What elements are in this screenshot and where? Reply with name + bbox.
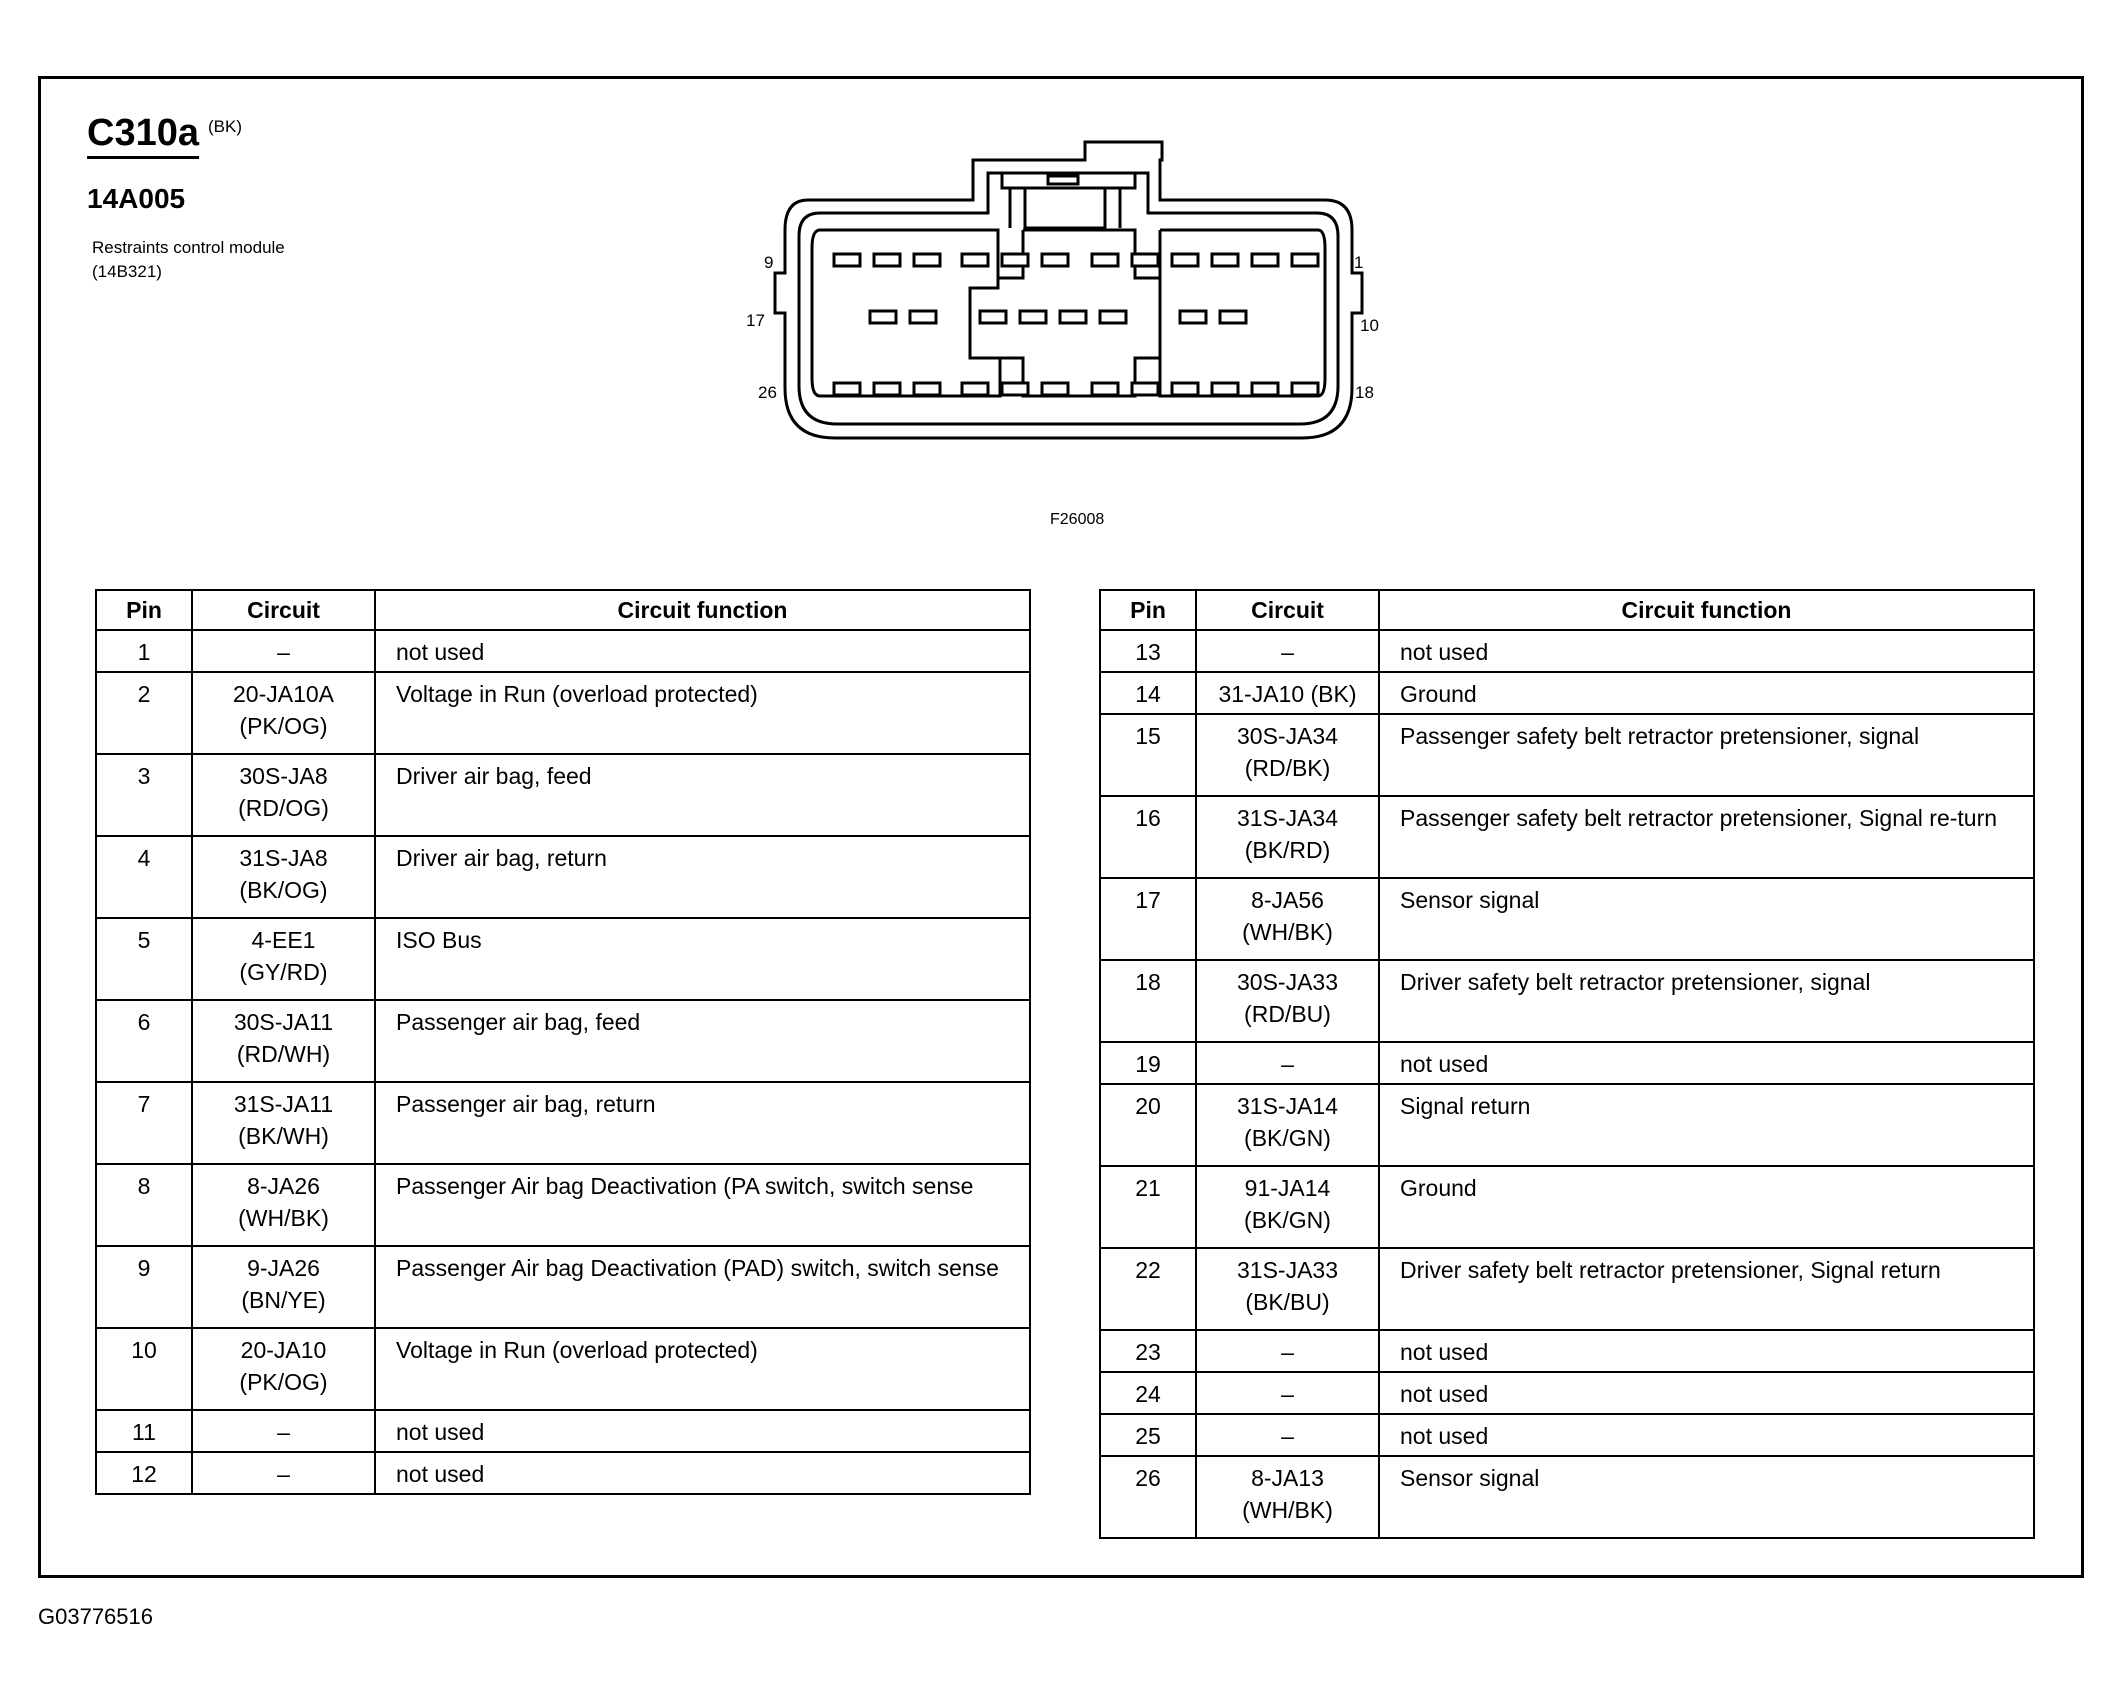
table-row xyxy=(1100,1084,2034,1166)
table-row xyxy=(1100,672,2034,714)
function-cell: not used xyxy=(1379,630,2034,672)
pinout-table-left xyxy=(95,589,1031,1495)
table-header-row xyxy=(96,590,1030,630)
table-row xyxy=(1100,960,2034,1042)
connector-face-drawing xyxy=(740,138,1400,498)
pin-cell: 16 xyxy=(1100,796,1196,878)
column-header-circuit: Circuit xyxy=(1196,590,1379,630)
latch-guide xyxy=(1010,188,1120,228)
function-cell: Driver air bag, feed xyxy=(375,754,1030,836)
function-cell: ISO Bus xyxy=(375,918,1030,1000)
table-row xyxy=(1100,1372,2034,1414)
circuit-cell: 9-JA26 (BN/YE) xyxy=(192,1246,375,1328)
table-row xyxy=(1100,1414,2034,1456)
function-cell: Voltage in Run (overload protected) xyxy=(375,1328,1030,1410)
pin-cell: 11 xyxy=(96,1410,192,1452)
pin-label-1: 1 xyxy=(1354,253,1364,272)
circuit-cell: 8-JA13 (WH/BK) xyxy=(1196,1456,1379,1538)
latch-slot xyxy=(1048,176,1078,184)
table-row xyxy=(1100,878,2034,960)
circuit-cell: 20-JA10 (PK/OG) xyxy=(192,1328,375,1410)
function-cell: Passenger air bag, return xyxy=(375,1082,1030,1164)
table-row xyxy=(1100,1042,2034,1084)
circuit-cell: 31S-JA8 (BK/OG) xyxy=(192,836,375,918)
pin-cell: 15 xyxy=(1100,714,1196,796)
circuit-cell: 4-EE1 (GY/RD) xyxy=(192,918,375,1000)
function-cell: not used xyxy=(1379,1330,2034,1372)
table-row xyxy=(1100,1248,2034,1330)
table-row xyxy=(96,754,1030,836)
function-cell: Ground xyxy=(1379,1166,2034,1248)
function-cell: Signal return xyxy=(1379,1084,2034,1166)
circuit-cell: – xyxy=(1196,1414,1379,1456)
function-cell: not used xyxy=(375,1452,1030,1494)
pin-cell: 18 xyxy=(1100,960,1196,1042)
pin-cavities xyxy=(834,254,1318,395)
circuit-cell: – xyxy=(192,1452,375,1494)
function-cell: Sensor signal xyxy=(1379,878,2034,960)
function-cell: Passenger Air bag Deactivation (PAD) switch, switch sense xyxy=(375,1246,1030,1328)
pin-cell: 25 xyxy=(1100,1414,1196,1456)
circuit-cell: 8-JA26 (WH/BK) xyxy=(192,1164,375,1246)
circuit-cell: – xyxy=(192,630,375,672)
connector-id: C310a xyxy=(87,112,199,159)
document-code: G03776516 xyxy=(38,1604,153,1629)
circuit-cell: 30S-JA11 (RD/WH) xyxy=(192,1000,375,1082)
function-cell: Driver safety belt retractor pretensioner, Signal return xyxy=(1379,1248,2034,1330)
table-row xyxy=(1100,1330,2034,1372)
column-header-function: Circuit function xyxy=(1379,590,2034,630)
pin-cell: 1 xyxy=(96,630,192,672)
circuit-cell: – xyxy=(1196,1330,1379,1372)
table-header-row xyxy=(1100,590,2034,630)
table-row xyxy=(96,672,1030,754)
circuit-cell: 30S-JA34 (RD/BK) xyxy=(1196,714,1379,796)
pin-cell: 4 xyxy=(96,836,192,918)
module-description: Restraints control module (14B321) xyxy=(92,238,285,281)
circuit-cell: – xyxy=(1196,1372,1379,1414)
pin-cell: 14 xyxy=(1100,672,1196,714)
circuit-cell: – xyxy=(192,1410,375,1452)
function-cell: Passenger safety belt retractor pretensioner, signal xyxy=(1379,714,2034,796)
table-row xyxy=(96,836,1030,918)
pin-label-17: 17 xyxy=(746,311,765,330)
function-cell: Driver air bag, return xyxy=(375,836,1030,918)
circuit-cell: 30S-JA8 (RD/OG) xyxy=(192,754,375,836)
table-row xyxy=(96,1410,1030,1452)
pin-cell: 23 xyxy=(1100,1330,1196,1372)
function-cell: not used xyxy=(1379,1414,2034,1456)
pin-cell: 26 xyxy=(1100,1456,1196,1538)
column-header-circuit: Circuit xyxy=(192,590,375,630)
column-header-pin: Pin xyxy=(96,590,192,630)
pin-cell: 5 xyxy=(96,918,192,1000)
table-row xyxy=(96,1164,1030,1246)
figure-code: F26008 xyxy=(1050,511,1105,528)
column-header-function: Circuit function xyxy=(375,590,1030,630)
table-row xyxy=(96,1452,1030,1494)
table-row xyxy=(96,918,1030,1000)
pin-cell: 3 xyxy=(96,754,192,836)
circuit-cell: – xyxy=(1196,1042,1379,1084)
pin-cell: 6 xyxy=(96,1000,192,1082)
circuit-cell: 31S-JA34 (BK/RD) xyxy=(1196,796,1379,878)
pin-label-10: 10 xyxy=(1360,316,1379,335)
pin-cell: 13 xyxy=(1100,630,1196,672)
pinout-table-right xyxy=(1099,589,2035,1539)
pin-cell: 24 xyxy=(1100,1372,1196,1414)
pin-cell: 9 xyxy=(96,1246,192,1328)
part-number: 14A005 xyxy=(87,183,186,214)
pin-cell: 12 xyxy=(96,1452,192,1494)
table-row xyxy=(1100,630,2034,672)
circuit-cell: 91-JA14 (BK/GN) xyxy=(1196,1166,1379,1248)
table-row xyxy=(1100,1166,2034,1248)
function-cell: not used xyxy=(375,630,1030,672)
pin-label-9: 9 xyxy=(764,253,774,272)
pin-cell: 19 xyxy=(1100,1042,1196,1084)
table-row xyxy=(96,1082,1030,1164)
circuit-cell: 31S-JA14 (BK/GN) xyxy=(1196,1084,1379,1166)
pin-cell: 7 xyxy=(96,1082,192,1164)
pin-label-18: 18 xyxy=(1355,383,1374,402)
pin-cell: 2 xyxy=(96,672,192,754)
function-cell: not used xyxy=(1379,1372,2034,1414)
function-cell: Driver safety belt retractor pretensioner, signal xyxy=(1379,960,2034,1042)
circuit-cell: 20-JA10A (PK/OG) xyxy=(192,672,375,754)
table-row xyxy=(1100,796,2034,878)
pin-cell: 21 xyxy=(1100,1166,1196,1248)
circuit-cell: 31-JA10 (BK) xyxy=(1196,672,1379,714)
function-cell: Passenger air bag, feed xyxy=(375,1000,1030,1082)
function-cell: Voltage in Run (overload protected) xyxy=(375,672,1030,754)
function-cell: Sensor signal xyxy=(1379,1456,2034,1538)
function-cell: Passenger safety belt retractor pretensioner, Signal re-turn xyxy=(1379,796,2034,878)
circuit-cell: – xyxy=(1196,630,1379,672)
pin-cell: 10 xyxy=(96,1328,192,1410)
table-row xyxy=(96,1000,1030,1082)
table-row xyxy=(1100,714,2034,796)
function-cell: Passenger Air bag Deactivation (PA switch, switch sense xyxy=(375,1164,1030,1246)
table-row xyxy=(96,1246,1030,1328)
column-header-pin: Pin xyxy=(1100,590,1196,630)
pin-cell: 17 xyxy=(1100,878,1196,960)
table-row xyxy=(1100,1456,2034,1538)
circuit-cell: 31S-JA11 (BK/WH) xyxy=(192,1082,375,1164)
circuit-cell: 30S-JA33 (RD/BU) xyxy=(1196,960,1379,1042)
circuit-cell: 8-JA56 (WH/BK) xyxy=(1196,878,1379,960)
table-row xyxy=(96,630,1030,672)
connector-color: (BK) xyxy=(208,117,242,136)
pin-label-26: 26 xyxy=(758,383,777,402)
table-row xyxy=(96,1328,1030,1410)
pin-cell: 22 xyxy=(1100,1248,1196,1330)
pin-cell: 8 xyxy=(96,1164,192,1246)
circuit-cell: 31S-JA33 (BK/BU) xyxy=(1196,1248,1379,1330)
pin-cell: 20 xyxy=(1100,1084,1196,1166)
function-cell: Ground xyxy=(1379,672,2034,714)
function-cell: not used xyxy=(375,1410,1030,1452)
function-cell: not used xyxy=(1379,1042,2034,1084)
